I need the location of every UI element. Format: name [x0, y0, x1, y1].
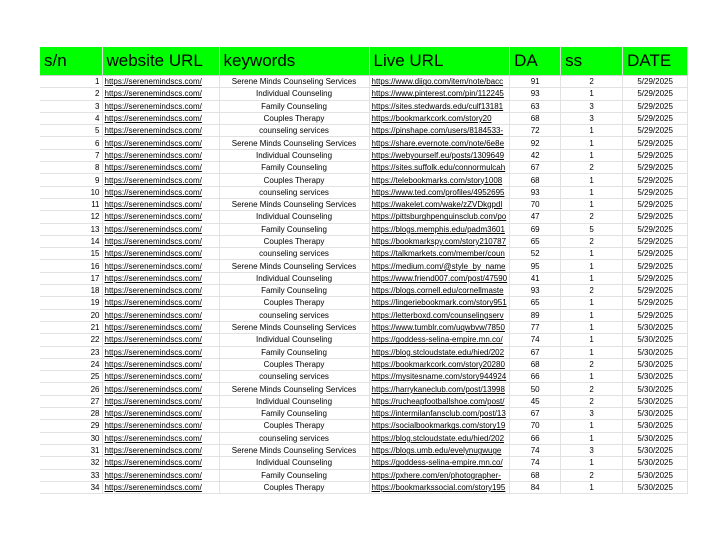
cell-website-url[interactable]: https://serenemindscs.com/ [102, 444, 219, 456]
cell-website-url[interactable]: https://serenemindscs.com/ [102, 334, 219, 346]
table-row [40, 371, 688, 383]
cell-website-url[interactable]: https://serenemindscs.com/ [102, 285, 219, 297]
cell-keyword[interactable]: Family Counseling [219, 100, 369, 112]
cell-date[interactable]: 5/30/2025 [623, 346, 688, 358]
table-row [40, 137, 688, 149]
cell-sn[interactable]: 20 [40, 309, 102, 321]
cell-live-url[interactable]: https://bookmarkcork.com/story20280 [369, 358, 510, 370]
cell-da[interactable]: 65 [510, 235, 561, 247]
cell-live-url[interactable]: https://blogs.memphis.edu/padm3601 [369, 223, 510, 235]
cell-date[interactable]: 5/29/2025 [623, 260, 688, 272]
cell-website-url[interactable]: https://serenemindscs.com/ [102, 358, 219, 370]
cell-website-url[interactable]: https://serenemindscs.com/ [102, 346, 219, 358]
cell-keyword[interactable]: Couples Therapy [219, 481, 369, 493]
table-row [40, 420, 688, 432]
table-body [40, 76, 688, 494]
cell-da[interactable]: 93 [510, 88, 561, 100]
cell-website-url[interactable]: https://serenemindscs.com/ [102, 481, 219, 493]
cell-sn[interactable]: 16 [40, 260, 102, 272]
cell-sn[interactable]: 31 [40, 444, 102, 456]
cell-sn[interactable]: 24 [40, 358, 102, 370]
cell-ss[interactable]: 3 [561, 100, 623, 112]
table-row [40, 432, 688, 444]
header-da[interactable]: DA [510, 47, 561, 76]
cell-da[interactable]: 50 [510, 383, 561, 395]
cell-da[interactable]: 77 [510, 321, 561, 333]
table-row [40, 112, 688, 124]
cell-live-url[interactable]: https://goddess-selina-empire.mn.co/ [369, 457, 510, 469]
cell-keyword[interactable]: Individual Counseling [219, 334, 369, 346]
cell-ss[interactable]: 2 [561, 285, 623, 297]
cell-date[interactable]: 5/29/2025 [623, 100, 688, 112]
cell-sn[interactable]: 6 [40, 137, 102, 149]
cell-da[interactable]: 67 [510, 346, 561, 358]
cell-da[interactable]: 66 [510, 371, 561, 383]
cell-da[interactable]: 67 [510, 408, 561, 420]
cell-keyword[interactable]: counseling services [219, 371, 369, 383]
cell-live-url[interactable]: https://telebookmarks.com/story1008 [369, 174, 510, 186]
cell-da[interactable]: 70 [510, 420, 561, 432]
cell-website-url[interactable]: https://serenemindscs.com/ [102, 260, 219, 272]
cell-sn[interactable]: 3 [40, 100, 102, 112]
cell-date[interactable]: 5/29/2025 [623, 88, 688, 100]
cell-sn[interactable]: 5 [40, 125, 102, 137]
cell-ss[interactable]: 1 [561, 432, 623, 444]
cell-keyword[interactable]: Individual Counseling [219, 272, 369, 284]
cell-sn[interactable]: 19 [40, 297, 102, 309]
cell-date[interactable]: 5/30/2025 [623, 420, 688, 432]
cell-sn[interactable]: 17 [40, 272, 102, 284]
cell-ss[interactable]: 1 [561, 346, 623, 358]
cell-date[interactable]: 5/29/2025 [623, 285, 688, 297]
cell-keyword[interactable]: Family Counseling [219, 285, 369, 297]
cell-da[interactable]: 74 [510, 457, 561, 469]
cell-da[interactable]: 95 [510, 260, 561, 272]
cell-date[interactable]: 5/29/2025 [623, 223, 688, 235]
cell-ss[interactable]: 2 [561, 395, 623, 407]
table-row [40, 174, 688, 186]
cell-ss[interactable]: 5 [561, 223, 623, 235]
cell-sn[interactable]: 7 [40, 149, 102, 161]
cell-sn[interactable]: 25 [40, 371, 102, 383]
cell-keyword[interactable]: Serene Minds Counseling Services [219, 321, 369, 333]
cell-da[interactable]: 93 [510, 186, 561, 198]
header-row [40, 47, 688, 76]
cell-ss[interactable]: 1 [561, 137, 623, 149]
cell-website-url[interactable]: https://serenemindscs.com/ [102, 162, 219, 174]
cell-sn[interactable]: 22 [40, 334, 102, 346]
cell-da[interactable]: 47 [510, 211, 561, 223]
table-row [40, 481, 688, 493]
cell-date[interactable]: 5/30/2025 [623, 408, 688, 420]
cell-date[interactable]: 5/29/2025 [623, 272, 688, 284]
cell-sn[interactable]: 8 [40, 162, 102, 174]
cell-da[interactable]: 65 [510, 297, 561, 309]
table-row [40, 444, 688, 456]
cell-date[interactable]: 5/29/2025 [623, 125, 688, 137]
table-row [40, 125, 688, 137]
cell-keyword[interactable]: Couples Therapy [219, 112, 369, 124]
cell-ss[interactable]: 1 [561, 88, 623, 100]
cell-ss[interactable]: 1 [561, 309, 623, 321]
table-row [40, 383, 688, 395]
cell-date[interactable]: 5/29/2025 [623, 248, 688, 260]
header-date[interactable]: DATE [623, 47, 688, 76]
cell-sn[interactable]: 27 [40, 395, 102, 407]
cell-ss[interactable]: 2 [561, 358, 623, 370]
cell-keyword[interactable]: Couples Therapy [219, 235, 369, 247]
cell-live-url[interactable]: https://socialbookmarkgs.com/story19 [369, 420, 510, 432]
table-row [40, 223, 688, 235]
table-row [40, 162, 688, 174]
cell-live-url[interactable]: https://blog.stcloudstate.edu/hied/202 [369, 346, 510, 358]
cell-sn[interactable]: 32 [40, 457, 102, 469]
cell-da[interactable]: 68 [510, 112, 561, 124]
cell-website-url[interactable]: https://serenemindscs.com/ [102, 383, 219, 395]
cell-date[interactable]: 5/29/2025 [623, 162, 688, 174]
table-row [40, 469, 688, 481]
table-row [40, 260, 688, 272]
cell-keyword[interactable]: Couples Therapy [219, 420, 369, 432]
cell-live-url[interactable]: https://www.diigo.com/item/note/bacc [369, 76, 510, 88]
cell-live-url[interactable]: https://www.friend007.com/post/47590 [369, 272, 510, 284]
cell-live-url[interactable]: https://intermilanfansclub.com/post/13 [369, 408, 510, 420]
table-row [40, 100, 688, 112]
cell-ss[interactable]: 1 [561, 149, 623, 161]
table-row [40, 321, 688, 333]
table-row [40, 88, 688, 100]
cell-ss[interactable]: 1 [561, 297, 623, 309]
cell-keyword[interactable]: Serene Minds Counseling Services [219, 260, 369, 272]
cell-keyword[interactable]: Family Counseling [219, 408, 369, 420]
cell-da[interactable]: 42 [510, 149, 561, 161]
cell-live-url[interactable]: https://medium.com/@style_by_name [369, 260, 510, 272]
cell-sn[interactable]: 18 [40, 285, 102, 297]
cell-keyword[interactable]: counseling services [219, 125, 369, 137]
cell-da[interactable]: 52 [510, 248, 561, 260]
cell-ss[interactable]: 1 [561, 125, 623, 137]
cell-keyword[interactable]: Individual Counseling [219, 395, 369, 407]
cell-date[interactable]: 5/30/2025 [623, 371, 688, 383]
cell-keyword[interactable]: Individual Counseling [219, 88, 369, 100]
cell-keyword[interactable]: Individual Counseling [219, 457, 369, 469]
cell-sn[interactable]: 12 [40, 211, 102, 223]
cell-ss[interactable]: 1 [561, 186, 623, 198]
table-row [40, 395, 688, 407]
cell-date[interactable]: 5/29/2025 [623, 137, 688, 149]
table-row [40, 346, 688, 358]
table-row [40, 297, 688, 309]
cell-sn[interactable]: 9 [40, 174, 102, 186]
cell-ss[interactable]: 3 [561, 444, 623, 456]
cell-sn[interactable]: 11 [40, 198, 102, 210]
cell-date[interactable]: 5/30/2025 [623, 481, 688, 493]
cell-ss[interactable]: 2 [561, 383, 623, 395]
cell-sn[interactable]: 1 [40, 76, 102, 88]
cell-da[interactable]: 74 [510, 444, 561, 456]
cell-keyword[interactable]: counseling services [219, 432, 369, 444]
cell-da[interactable]: 63 [510, 100, 561, 112]
cell-live-url[interactable]: https://bookmarkssocial.com/story195 [369, 481, 510, 493]
table-row [40, 457, 688, 469]
cell-live-url[interactable]: https://rucheapfootballshoe.com/post/ [369, 395, 510, 407]
cell-live-url[interactable]: https://sites.stedwards.edu/culf13181 [369, 100, 510, 112]
cell-live-url[interactable]: https://harrykaneclub.com/post/13998 [369, 383, 510, 395]
cell-date[interactable]: 5/29/2025 [623, 235, 688, 247]
cell-keyword[interactable]: Family Counseling [219, 162, 369, 174]
header-sn[interactable]: s/n [40, 47, 102, 76]
cell-ss[interactable]: 1 [561, 272, 623, 284]
cell-da[interactable]: 66 [510, 432, 561, 444]
table-row [40, 408, 688, 420]
cell-da[interactable]: 69 [510, 223, 561, 235]
cell-da[interactable]: 67 [510, 162, 561, 174]
cell-date[interactable]: 5/30/2025 [623, 358, 688, 370]
table-row [40, 198, 688, 210]
cell-sn[interactable]: 4 [40, 112, 102, 124]
cell-website-url[interactable]: https://serenemindscs.com/ [102, 211, 219, 223]
cell-live-url[interactable]: https://blogs.umb.edu/evelynugwuge [369, 444, 510, 456]
cell-website-url[interactable]: https://serenemindscs.com/ [102, 408, 219, 420]
cell-website-url[interactable]: https://serenemindscs.com/ [102, 321, 219, 333]
cell-live-url[interactable]: https://pinshape.com/users/8184533- [369, 125, 510, 137]
cell-keyword[interactable]: Serene Minds Counseling Services [219, 383, 369, 395]
cell-da[interactable]: 93 [510, 285, 561, 297]
header-keywords[interactable]: keywords [219, 47, 369, 76]
table-row [40, 334, 688, 346]
table-row [40, 358, 688, 370]
cell-ss[interactable]: 1 [561, 174, 623, 186]
cell-website-url[interactable]: https://serenemindscs.com/ [102, 297, 219, 309]
cell-keyword[interactable]: Couples Therapy [219, 174, 369, 186]
cell-date[interactable]: 5/29/2025 [623, 309, 688, 321]
cell-website-url[interactable]: https://serenemindscs.com/ [102, 469, 219, 481]
cell-ss[interactable]: 1 [561, 248, 623, 260]
cell-ss[interactable]: 1 [561, 481, 623, 493]
cell-sn[interactable]: 29 [40, 420, 102, 432]
cell-website-url[interactable]: https://serenemindscs.com/ [102, 76, 219, 88]
table-row [40, 309, 688, 321]
cell-website-url[interactable]: https://serenemindscs.com/ [102, 420, 219, 432]
cell-date[interactable]: 5/30/2025 [623, 321, 688, 333]
cell-date[interactable]: 5/29/2025 [623, 76, 688, 88]
cell-sn[interactable]: 28 [40, 408, 102, 420]
table-row [40, 248, 688, 260]
cell-website-url[interactable]: https://serenemindscs.com/ [102, 395, 219, 407]
cell-keyword[interactable]: Family Counseling [219, 469, 369, 481]
cell-website-url[interactable]: https://serenemindscs.com/ [102, 149, 219, 161]
cell-keyword[interactable]: Couples Therapy [219, 358, 369, 370]
cell-keyword[interactable]: Serene Minds Counseling Services [219, 444, 369, 456]
cell-live-url[interactable]: https://www.tumblr.com/uqwbvw/7850 [369, 321, 510, 333]
cell-date[interactable]: 5/30/2025 [623, 432, 688, 444]
cell-keyword[interactable]: Couples Therapy [219, 297, 369, 309]
cell-date[interactable]: 5/29/2025 [623, 149, 688, 161]
cell-website-url[interactable]: https://serenemindscs.com/ [102, 371, 219, 383]
cell-date[interactable]: 5/29/2025 [623, 186, 688, 198]
cell-date[interactable]: 5/29/2025 [623, 211, 688, 223]
cell-sn[interactable]: 34 [40, 481, 102, 493]
cell-live-url[interactable]: https://www.ted.com/profiles/4952695 [369, 186, 510, 198]
cell-live-url[interactable]: https://goddess-selina-empire.mn.co/ [369, 334, 510, 346]
cell-sn[interactable]: 21 [40, 321, 102, 333]
cell-website-url[interactable]: https://serenemindscs.com/ [102, 272, 219, 284]
table-row [40, 76, 688, 88]
cell-da[interactable]: 68 [510, 469, 561, 481]
cell-date[interactable]: 5/30/2025 [623, 334, 688, 346]
cell-website-url[interactable]: https://serenemindscs.com/ [102, 174, 219, 186]
cell-ss[interactable]: 1 [561, 321, 623, 333]
cell-live-url[interactable]: https://blog.stcloudstate.edu/hied/202 [369, 432, 510, 444]
cell-website-url[interactable]: https://serenemindscs.com/ [102, 198, 219, 210]
cell-live-url[interactable]: https://pittsburghpenguinsclub.com/po [369, 211, 510, 223]
cell-sn[interactable]: 2 [40, 88, 102, 100]
cell-date[interactable]: 5/29/2025 [623, 174, 688, 186]
cell-website-url[interactable]: https://serenemindscs.com/ [102, 125, 219, 137]
cell-da[interactable]: 72 [510, 125, 561, 137]
cell-da[interactable]: 70 [510, 198, 561, 210]
cell-sn[interactable]: 33 [40, 469, 102, 481]
cell-da[interactable]: 68 [510, 174, 561, 186]
cell-live-url[interactable]: https://webyourself.eu/posts/1309649 [369, 149, 510, 161]
cell-website-url[interactable]: https://serenemindscs.com/ [102, 309, 219, 321]
cell-live-url[interactable]: https://talkmarkets.com/member/coun [369, 248, 510, 260]
cell-website-url[interactable]: https://serenemindscs.com/ [102, 223, 219, 235]
header-website-url[interactable]: website URL [102, 47, 219, 76]
cell-date[interactable]: 5/29/2025 [623, 297, 688, 309]
cell-live-url[interactable]: https://lingeriebookmark.com/story951 [369, 297, 510, 309]
cell-website-url[interactable]: https://serenemindscs.com/ [102, 88, 219, 100]
cell-ss[interactable]: 1 [561, 334, 623, 346]
cell-da[interactable]: 74 [510, 334, 561, 346]
cell-ss[interactable]: 1 [561, 371, 623, 383]
cell-website-url[interactable]: https://serenemindscs.com/ [102, 248, 219, 260]
cell-keyword[interactable]: Serene Minds Counseling Services [219, 198, 369, 210]
cell-date[interactable]: 5/29/2025 [623, 112, 688, 124]
cell-sn[interactable]: 13 [40, 223, 102, 235]
cell-ss[interactable]: 1 [561, 198, 623, 210]
cell-da[interactable]: 68 [510, 358, 561, 370]
table-row [40, 186, 688, 198]
cell-keyword[interactable]: counseling services [219, 186, 369, 198]
cell-website-url[interactable]: https://serenemindscs.com/ [102, 100, 219, 112]
cell-keyword[interactable]: Individual Counseling [219, 149, 369, 161]
cell-date[interactable]: 5/29/2025 [623, 198, 688, 210]
cell-da[interactable]: 41 [510, 272, 561, 284]
header-ss[interactable]: ss [561, 47, 623, 76]
cell-da[interactable]: 45 [510, 395, 561, 407]
cell-da[interactable]: 84 [510, 481, 561, 493]
cell-website-url[interactable]: https://serenemindscs.com/ [102, 432, 219, 444]
cell-da[interactable]: 92 [510, 137, 561, 149]
cell-live-url[interactable]: https://wakelet.com/wake/zZVDkgpdl [369, 198, 510, 210]
cell-live-url[interactable]: https://bookmarkspy.com/story210787 [369, 235, 510, 247]
table-row [40, 285, 688, 297]
table-row [40, 272, 688, 284]
cell-ss[interactable]: 1 [561, 260, 623, 272]
cell-ss[interactable]: 3 [561, 112, 623, 124]
cell-live-url[interactable]: https://blogs.cornell.edu/cornellmaste [369, 285, 510, 297]
cell-ss[interactable]: 2 [561, 235, 623, 247]
cell-keyword[interactable]: Serene Minds Counseling Services [219, 76, 369, 88]
cell-live-url[interactable]: https://www.pinterest.com/pin/112245 [369, 88, 510, 100]
cell-live-url[interactable]: https://bookmarkcork.com/story20 [369, 112, 510, 124]
cell-keyword[interactable]: counseling services [219, 248, 369, 260]
cell-da[interactable]: 91 [510, 76, 561, 88]
cell-sn[interactable]: 26 [40, 383, 102, 395]
cell-keyword[interactable]: Family Counseling [219, 223, 369, 235]
header-live-url[interactable]: Live URL [369, 47, 510, 76]
cell-ss[interactable]: 3 [561, 408, 623, 420]
table-row [40, 235, 688, 247]
cell-live-url[interactable]: https://letterboxd.com/counselingserv [369, 309, 510, 321]
cell-sn[interactable]: 14 [40, 235, 102, 247]
cell-live-url[interactable]: https://mysitesname.com/story944924 [369, 371, 510, 383]
cell-keyword[interactable]: Serene Minds Counseling Services [219, 137, 369, 149]
cell-ss[interactable]: 1 [561, 420, 623, 432]
cell-website-url[interactable]: https://serenemindscs.com/ [102, 137, 219, 149]
cell-sn[interactable]: 23 [40, 346, 102, 358]
cell-live-url[interactable]: https://share.evernote.com/note/6e8e [369, 137, 510, 149]
cell-da[interactable]: 89 [510, 309, 561, 321]
cell-live-url[interactable]: https://pxhere.com/en/photographer- [369, 469, 510, 481]
table-row [40, 211, 688, 223]
cell-date[interactable]: 5/30/2025 [623, 457, 688, 469]
cell-keyword[interactable]: Individual Counseling [219, 211, 369, 223]
cell-ss[interactable]: 2 [561, 469, 623, 481]
cell-website-url[interactable]: https://serenemindscs.com/ [102, 457, 219, 469]
cell-ss[interactable]: 2 [561, 211, 623, 223]
cell-date[interactable]: 5/30/2025 [623, 383, 688, 395]
cell-keyword[interactable]: counseling services [219, 309, 369, 321]
cell-live-url[interactable]: https://sites.suffolk.edu/connormulcah [369, 162, 510, 174]
spreadsheet-table [40, 47, 688, 494]
cell-keyword[interactable]: Family Counseling [219, 346, 369, 358]
cell-date[interactable]: 5/30/2025 [623, 469, 688, 481]
table-row [40, 149, 688, 161]
cell-sn[interactable]: 30 [40, 432, 102, 444]
cell-date[interactable]: 5/30/2025 [623, 395, 688, 407]
cell-ss[interactable]: 1 [561, 457, 623, 469]
cell-ss[interactable]: 2 [561, 162, 623, 174]
cell-website-url[interactable]: https://serenemindscs.com/ [102, 112, 219, 124]
cell-website-url[interactable]: https://serenemindscs.com/ [102, 235, 219, 247]
cell-sn[interactable]: 15 [40, 248, 102, 260]
cell-ss[interactable]: 2 [561, 76, 623, 88]
cell-website-url[interactable]: https://serenemindscs.com/ [102, 186, 219, 198]
cell-date[interactable]: 5/30/2025 [623, 444, 688, 456]
cell-sn[interactable]: 10 [40, 186, 102, 198]
